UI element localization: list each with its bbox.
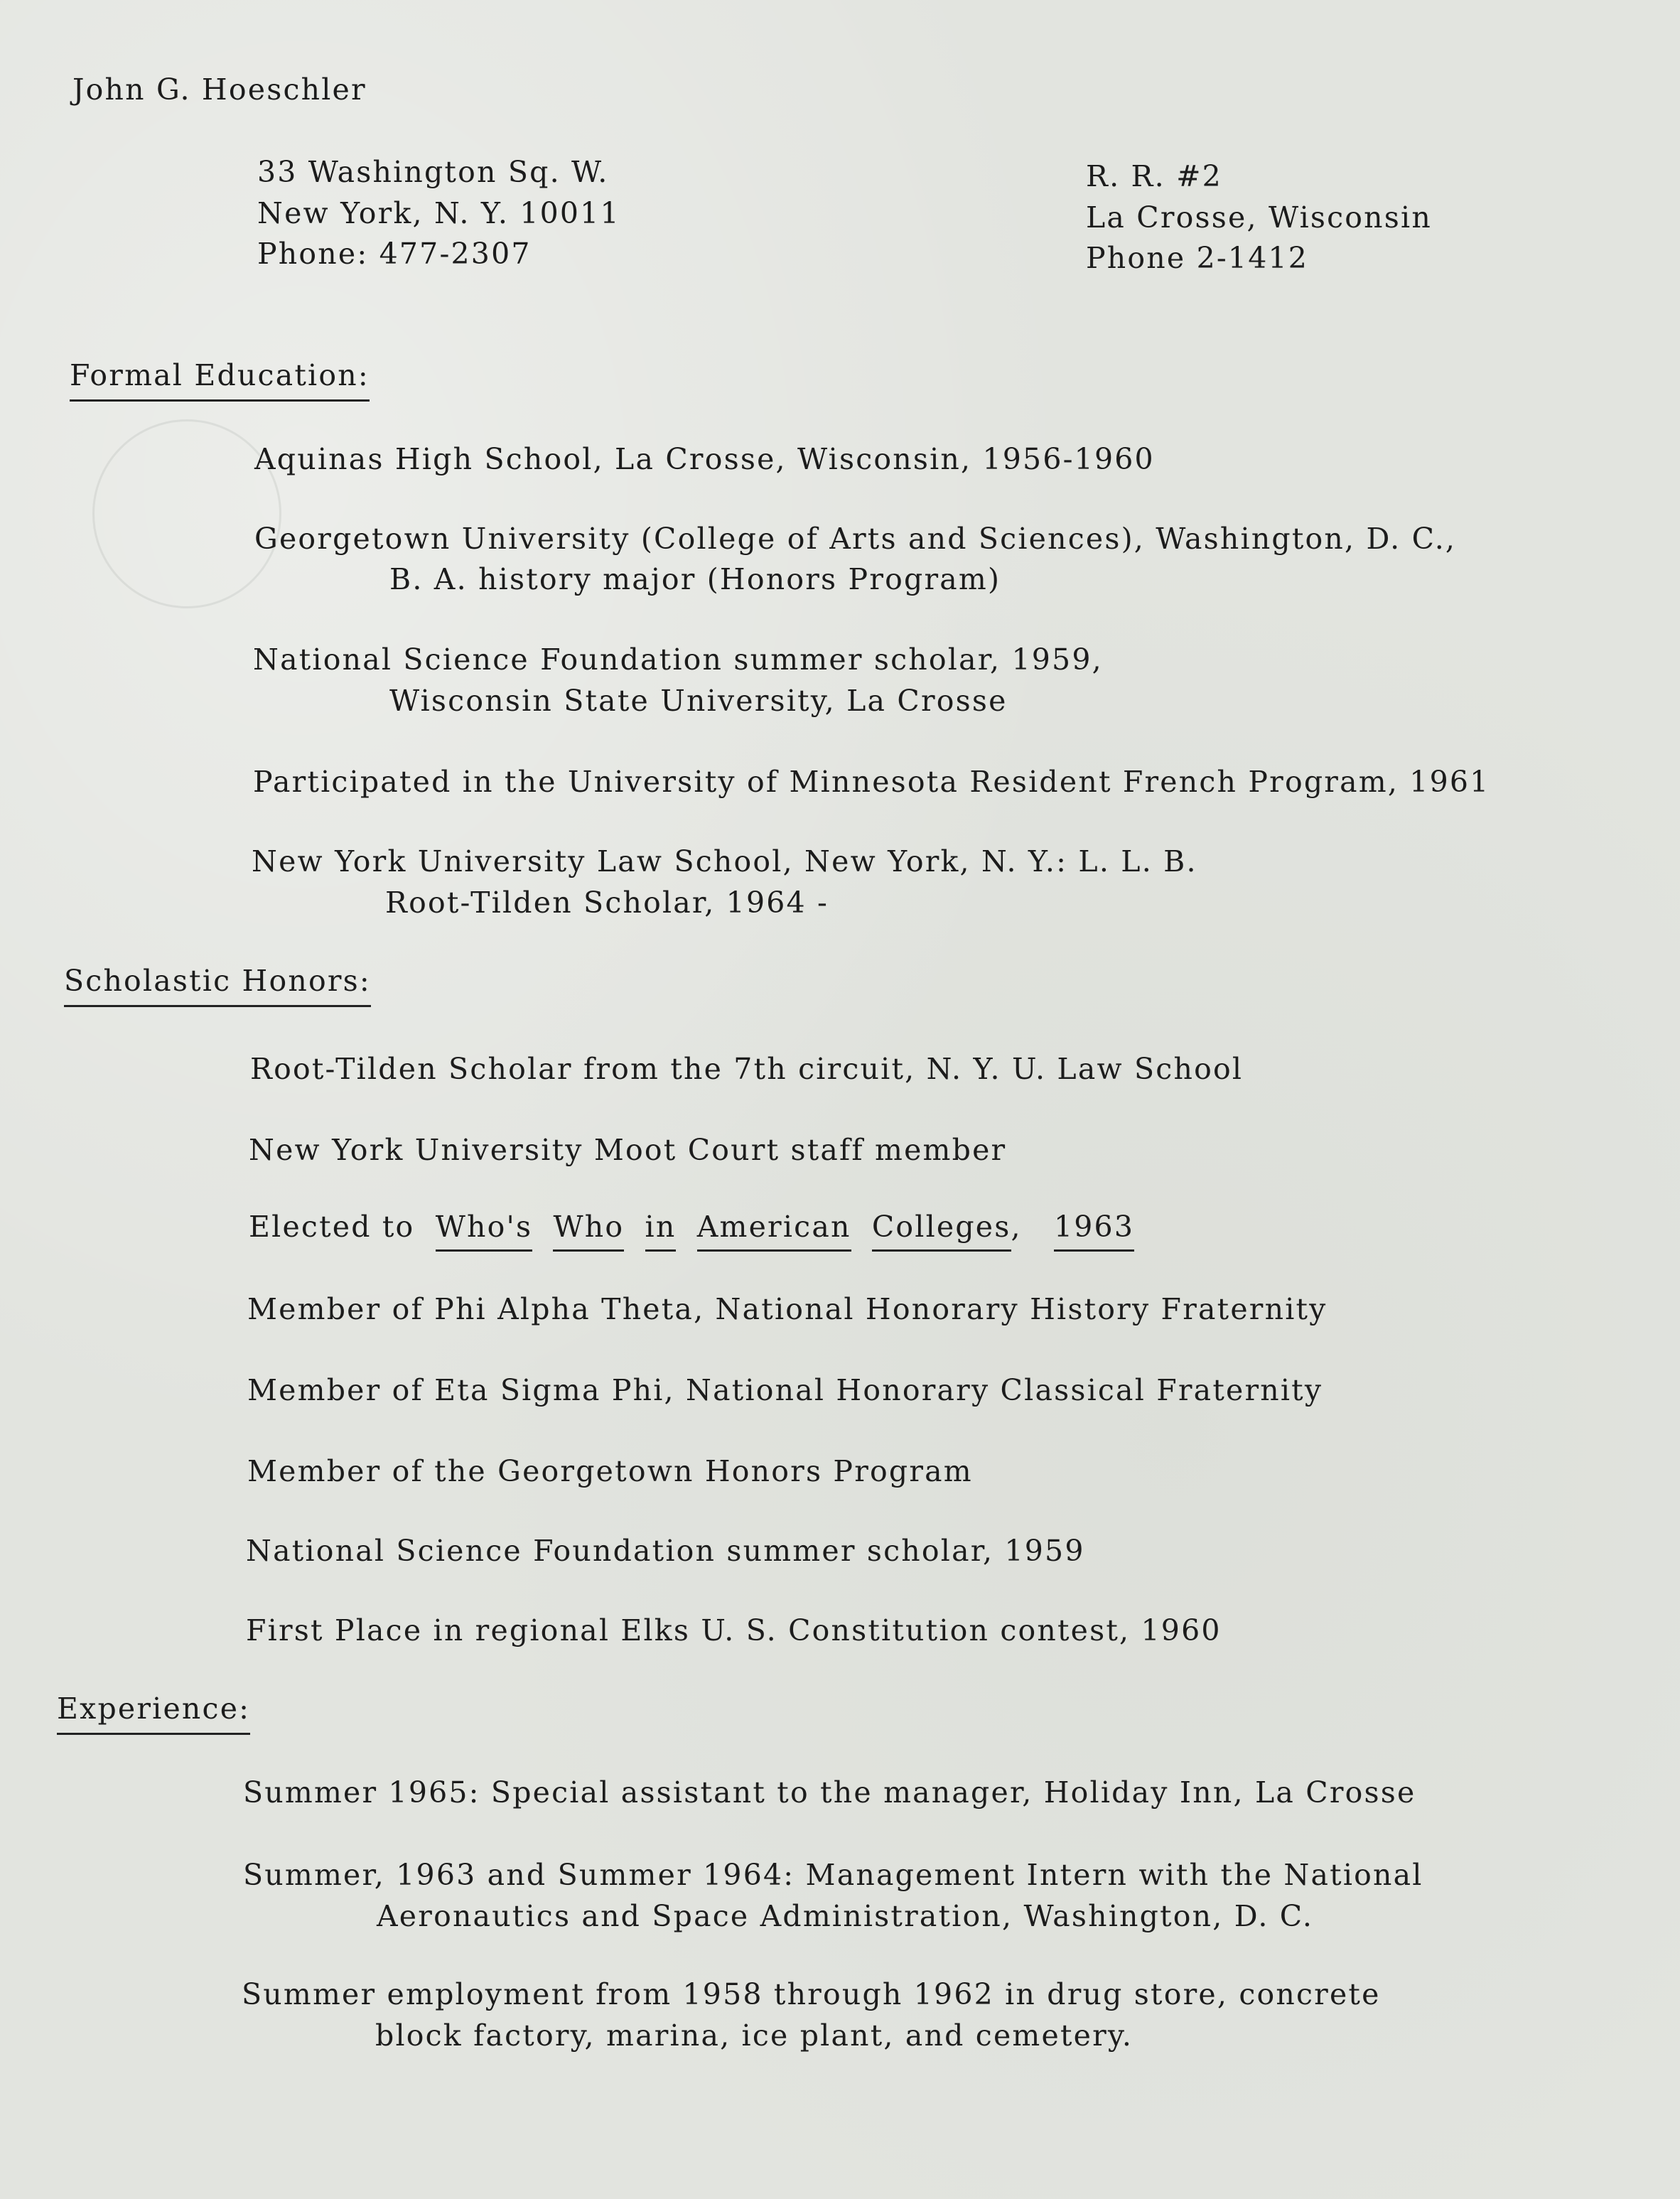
whos-who-word-5: Colleges: [872, 1210, 1011, 1252]
whos-who-word-4: American: [697, 1210, 851, 1252]
experience-item-2: Summer, 1963 and Summer 1964: Management Intern with the National: [243, 1858, 1423, 1892]
honors-item-4: Member of Eta Sigma Phi, National Honorary Classical Fraternity: [247, 1373, 1323, 1407]
education-item-5-cont: Root-Tilden Scholar, 1964 -: [385, 886, 829, 920]
whos-who-prefix: Elected to: [249, 1210, 415, 1244]
whos-who-word-3: in: [645, 1210, 677, 1252]
education-item-3: National Science Foundation summer scholar, 1959,: [253, 643, 1103, 677]
experience-item-1: Summer 1965: Special assistant to the manager, Holiday Inn, La Crosse: [243, 1775, 1416, 1810]
honors-item-5: Member of the Georgetown Honors Program: [247, 1454, 973, 1488]
experience-item-2-cont: Aeronautics and Space Administration, Washington, D. C.: [377, 1899, 1314, 1933]
address-left-line1: 33 Washington Sq. W.: [257, 155, 609, 189]
education-item-4: Participated in the University of Minnesota Resident French Program, 1961: [253, 765, 1490, 799]
honors-item-6: National Science Foundation summer scholar, 1959: [246, 1534, 1085, 1568]
education-item-2: Georgetown University (College of Arts and Sciences), Washington, D. C.,: [254, 522, 1457, 556]
education-item-1: Aquinas High School, La Crosse, Wisconsin, 1956-1960: [254, 442, 1155, 476]
experience-item-3: Summer employment from 1958 through 1962 in drug store, concrete: [242, 1977, 1381, 2011]
address-right-phone: Phone 2-1412: [1086, 241, 1309, 275]
watermark-text: [0, 753, 25, 829]
address-left-line2: New York, N. Y. 10011: [257, 196, 620, 230]
education-item-3-cont: Wisconsin State University, La Crosse: [389, 684, 1008, 718]
education-item-5: New York University Law School, New York, N. Y.: L. L. B.: [252, 844, 1197, 878]
honors-item-3: Member of Phi Alpha Theta, National Honorary History Fraternity: [247, 1292, 1328, 1326]
honors-item-7: First Place in regional Elks U. S. Constitution contest, 1960: [246, 1613, 1222, 1647]
education-heading: Formal Education:: [70, 361, 370, 390]
experience-heading: Experience:: [57, 1694, 250, 1724]
watermark-seal: [92, 419, 281, 608]
honors-item-whos-who: [249, 1210, 1135, 1244]
honors-item-1: Root-Tilden Scholar from the 7th circuit, N. Y. U. Law School: [250, 1052, 1244, 1086]
whos-who-comma: ,: [1011, 1210, 1022, 1244]
whos-who-word-1: Who's: [436, 1210, 533, 1252]
whos-who-word-2: Who: [553, 1210, 624, 1252]
address-right-line2: La Crosse, Wisconsin: [1086, 200, 1432, 235]
honors-heading: Scholastic Honors:: [64, 967, 371, 996]
applicant-name: John G. Hoeschler: [72, 72, 367, 107]
experience-item-3-cont: block factory, marina, ice plant, and cemetery.: [375, 2018, 1134, 2053]
honors-item-2: New York University Moot Court staff member: [249, 1133, 1007, 1167]
whos-who-year: 1963: [1054, 1210, 1134, 1252]
address-left-phone: Phone: 477-2307: [257, 237, 532, 271]
education-item-2-cont: B. A. history major (Honors Program): [389, 562, 1001, 596]
address-right-line1: R. R. #2: [1086, 159, 1222, 193]
